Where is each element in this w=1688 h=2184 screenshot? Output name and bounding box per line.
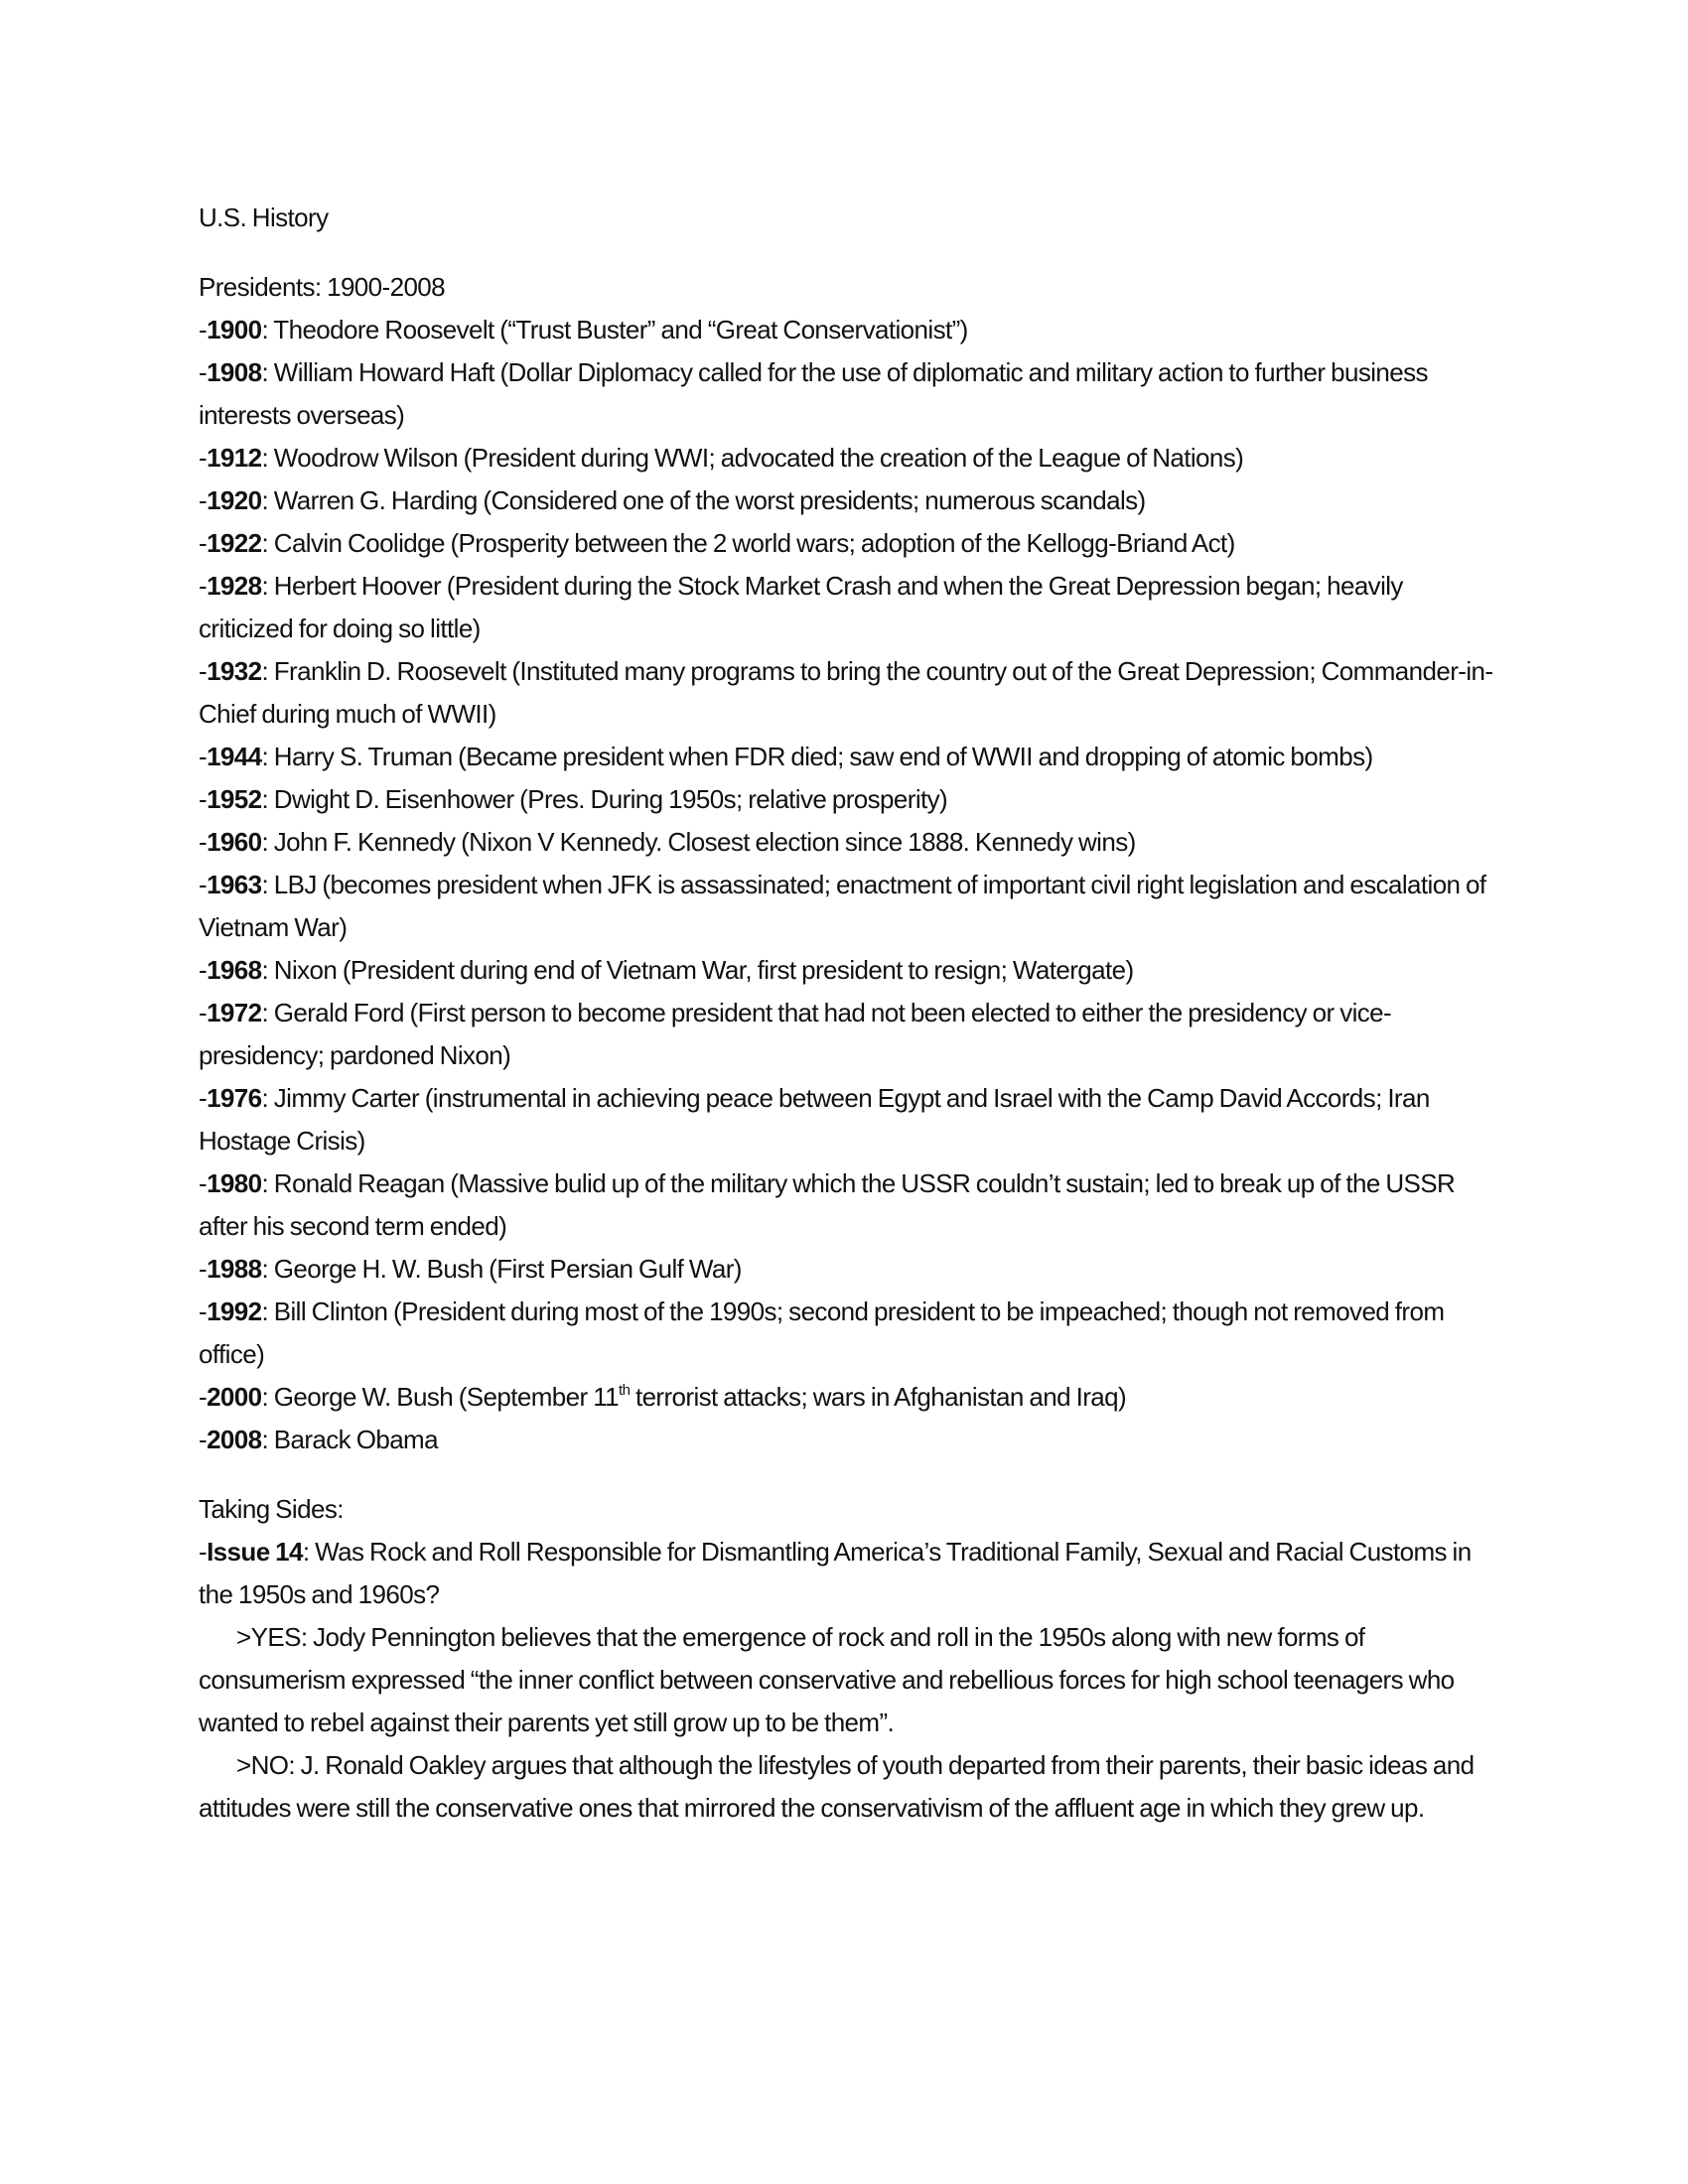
president-entry: -1960: John F. Kennedy (Nixon V Kennedy. Closest election since 1888. Kennedy wins) — [199, 827, 1136, 857]
president-year: 1972 — [207, 998, 262, 1027]
president-entry: -1988: George H. W. Bush (First Persian Gulf War) — [199, 1254, 742, 1284]
president-entry: -1928: Herbert Hoover (President during the Stock Market Crash and when the Great Depression began; heavily criticized for doing so little) — [199, 571, 1403, 643]
president-entry: -1908: William Howard Haft (Dollar Diplomacy called for the use of diplomatic and military action to further business interests overseas) — [199, 357, 1428, 430]
president-year: 1900 — [207, 315, 262, 344]
president-year: 2000 — [207, 1382, 262, 1412]
no-argument: >NO: J. Ronald Oakley argues that although the lifestyles of youth departed from their parents, their basic ideas and attitudes were still the conservative ones that mirrored the conservativism of the affluent age in which they grew up. — [199, 1750, 1475, 1823]
president-text: Barack Obama — [273, 1425, 438, 1454]
no-text: J. Ronald Oakley argues that although the lifestyles of youth departed from their parents, their basic ideas and attitudes were still the conservative ones that mirrored the conservativism of the affluent age in which they grew up. — [199, 1750, 1475, 1823]
president-entry: -1900: Theodore Roosevelt (“Trust Buster” and “Great Conservationist”) — [199, 315, 968, 344]
no-label: >NO — [236, 1750, 289, 1780]
president-entry: -1968: Nixon (President during end of Vietnam War, first president to resign; Watergate) — [199, 955, 1134, 985]
president-text: Bill Clinton (President during most of the 1990s; second president to be impeached; though not removed from office) — [199, 1297, 1445, 1369]
president-year: 1980 — [207, 1168, 262, 1198]
president-year: 2008 — [207, 1425, 262, 1454]
president-text: George H. W. Bush (First Persian Gulf War) — [273, 1254, 742, 1284]
presidents-list — [199, 309, 1499, 1461]
section-spacer — [199, 1461, 1499, 1488]
president-entry: -1920: Warren G. Harding (Considered one of the worst presidents; numerous scandals) — [199, 485, 1146, 515]
president-entry: -2000: George W. Bush (September 11th terrorist attacks; wars in Afghanistan and Iraq) — [199, 1382, 1127, 1412]
president-text: Gerald Ford (First person to become president that had not been elected to either the presidency or vice-presidency; pardoned Nixon) — [199, 998, 1392, 1070]
president-text: Dwight D. Eisenhower (Pres. During 1950s; relative prosperity) — [273, 784, 948, 814]
president-year: 1976 — [207, 1083, 262, 1113]
president-year: 1912 — [207, 443, 262, 473]
president-entry: -1922: Calvin Coolidge (Prosperity between the 2 world wars; adoption of the Kellogg-Briand Act) — [199, 528, 1235, 558]
president-text-continued: terrorist attacks; wars in Afghanistan and Iraq) — [630, 1382, 1127, 1412]
president-text: Woodrow Wilson (President during WWI; advocated the creation of the League of Nations) — [273, 443, 1244, 473]
president-entry: -1992: Bill Clinton (President during most of the 1990s; second president to be impeached; though not removed from office) — [199, 1297, 1445, 1369]
president-text: Jimmy Carter (instrumental in achieving peace between Egypt and Israel with the Camp David Accords; Iran Hostage Crisis) — [199, 1083, 1430, 1156]
president-text: John F. Kennedy (Nixon V Kennedy. Closest election since 1888. Kennedy wins) — [273, 827, 1136, 857]
president-year: 1944 — [207, 742, 262, 771]
ordinal-superscript: th — [619, 1382, 631, 1399]
president-text: Theodore Roosevelt (“Trust Buster” and “Great Conservationist”) — [273, 315, 968, 344]
yes-text: Jody Pennington believes that the emergence of rock and roll in the 1950s along with new forms of consumerism expressed “the inner conflict between conservative and rebellious forces for high school teenagers who wanted to rebel against their parents yet still grow up to be them”. — [199, 1622, 1455, 1737]
president-text: Warren G. Harding (Considered one of the worst presidents; numerous scandals) — [273, 485, 1146, 515]
president-year: 1928 — [207, 571, 262, 601]
yes-label: >YES — [236, 1622, 301, 1652]
president-year: 1908 — [207, 357, 262, 387]
president-text: George W. Bush (September 11 — [273, 1382, 620, 1412]
president-entry: -2008: Barack Obama — [199, 1425, 438, 1454]
president-year: 1968 — [207, 955, 262, 985]
president-text: Harry S. Truman (Became president when FDR died; saw end of WWII and dropping of atomic bombs) — [273, 742, 1373, 771]
issue-question: Was Rock and Roll Responsible for Dismantling America’s Traditional Family, Sexual and Racial Customs in the 1950s and 1960s? — [199, 1537, 1472, 1609]
document-page — [199, 197, 1499, 1830]
president-year: 1960 — [207, 827, 262, 857]
president-text: Calvin Coolidge (Prosperity between the 2 world wars; adoption of the Kellogg-Briand Act) — [273, 528, 1235, 558]
president-entry: -1972: Gerald Ford (First person to become president that had not been elected to either the presidency or vice-presidency; pardoned Nixon) — [199, 998, 1392, 1070]
president-entry: -1944: Harry S. Truman (Became president when FDR died; saw end of WWII and dropping of atomic bombs) — [199, 742, 1373, 771]
president-text: Nixon (President during end of Vietnam War, first president to resign; Watergate) — [273, 955, 1134, 985]
president-entry: -1912: Woodrow Wilson (President during WWI; advocated the creation of the League of Nations) — [199, 443, 1244, 473]
president-entry: -1952: Dwight D. Eisenhower (Pres. During 1950s; relative prosperity) — [199, 784, 948, 814]
president-year: 1963 — [207, 870, 262, 899]
president-year: 1952 — [207, 784, 262, 814]
president-entry: -1976: Jimmy Carter (instrumental in achieving peace between Egypt and Israel with the Camp David Accords; Iran Hostage Crisis) — [199, 1083, 1430, 1156]
president-entry: -1980: Ronald Reagan (Massive bulid up of the military which the USSR couldn’t sustain; led to break up of the USSR after his second term ended) — [199, 1168, 1456, 1241]
president-text: Herbert Hoover (President during the Stock Market Crash and when the Great Depression began; heavily criticized for doing so little) — [199, 571, 1403, 643]
president-text: LBJ (becomes president when JFK is assassinated; enactment of important civil right legislation and escalation of Vietnam War) — [199, 870, 1486, 942]
yes-argument: >YES: Jody Pennington believes that the emergence of rock and roll in the 1950s along with new forms of consumerism expressed “the inner conflict between conservative and rebellious forces for high school teenagers who wanted to rebel against their parents yet still grow up to be them”. — [199, 1622, 1455, 1737]
president-year: 1992 — [207, 1297, 262, 1326]
president-year: 1988 — [207, 1254, 262, 1284]
taking-sides-heading: Taking Sides: — [199, 1494, 344, 1524]
issue-label: Issue 14 — [207, 1537, 303, 1567]
president-year: 1922 — [207, 528, 262, 558]
document-title: U.S. History — [199, 203, 329, 232]
president-year: 1920 — [207, 485, 262, 515]
president-entry: -1963: LBJ (becomes president when JFK is assassinated; enactment of important civil right legislation and escalation of Vietnam War) — [199, 870, 1486, 942]
president-text: Ronald Reagan (Massive bulid up of the military which the USSR couldn’t sustain; led to break up of the USSR after his second term ended) — [199, 1168, 1456, 1241]
president-year: 1932 — [207, 656, 262, 686]
presidents-heading: Presidents: 1900-2008 — [199, 272, 446, 302]
president-text: Franklin D. Roosevelt (Instituted many programs to bring the country out of the Great Depression; Commander-in-Chief during much of WWII) — [199, 656, 1493, 729]
issue-entry: -Issue 14: Was Rock and Roll Responsible for Dismantling America’s Traditional Family, Sexual and Racial Customs in the 1950s and 1960s? — [199, 1537, 1472, 1609]
president-entry: -1932: Franklin D. Roosevelt (Instituted many programs to bring the country out of the Great Depression; Commander-in-Chief during much of WWII) — [199, 656, 1493, 729]
president-text: William Howard Haft (Dollar Diplomacy called for the use of diplomatic and military action to further business interests overseas) — [199, 357, 1428, 430]
